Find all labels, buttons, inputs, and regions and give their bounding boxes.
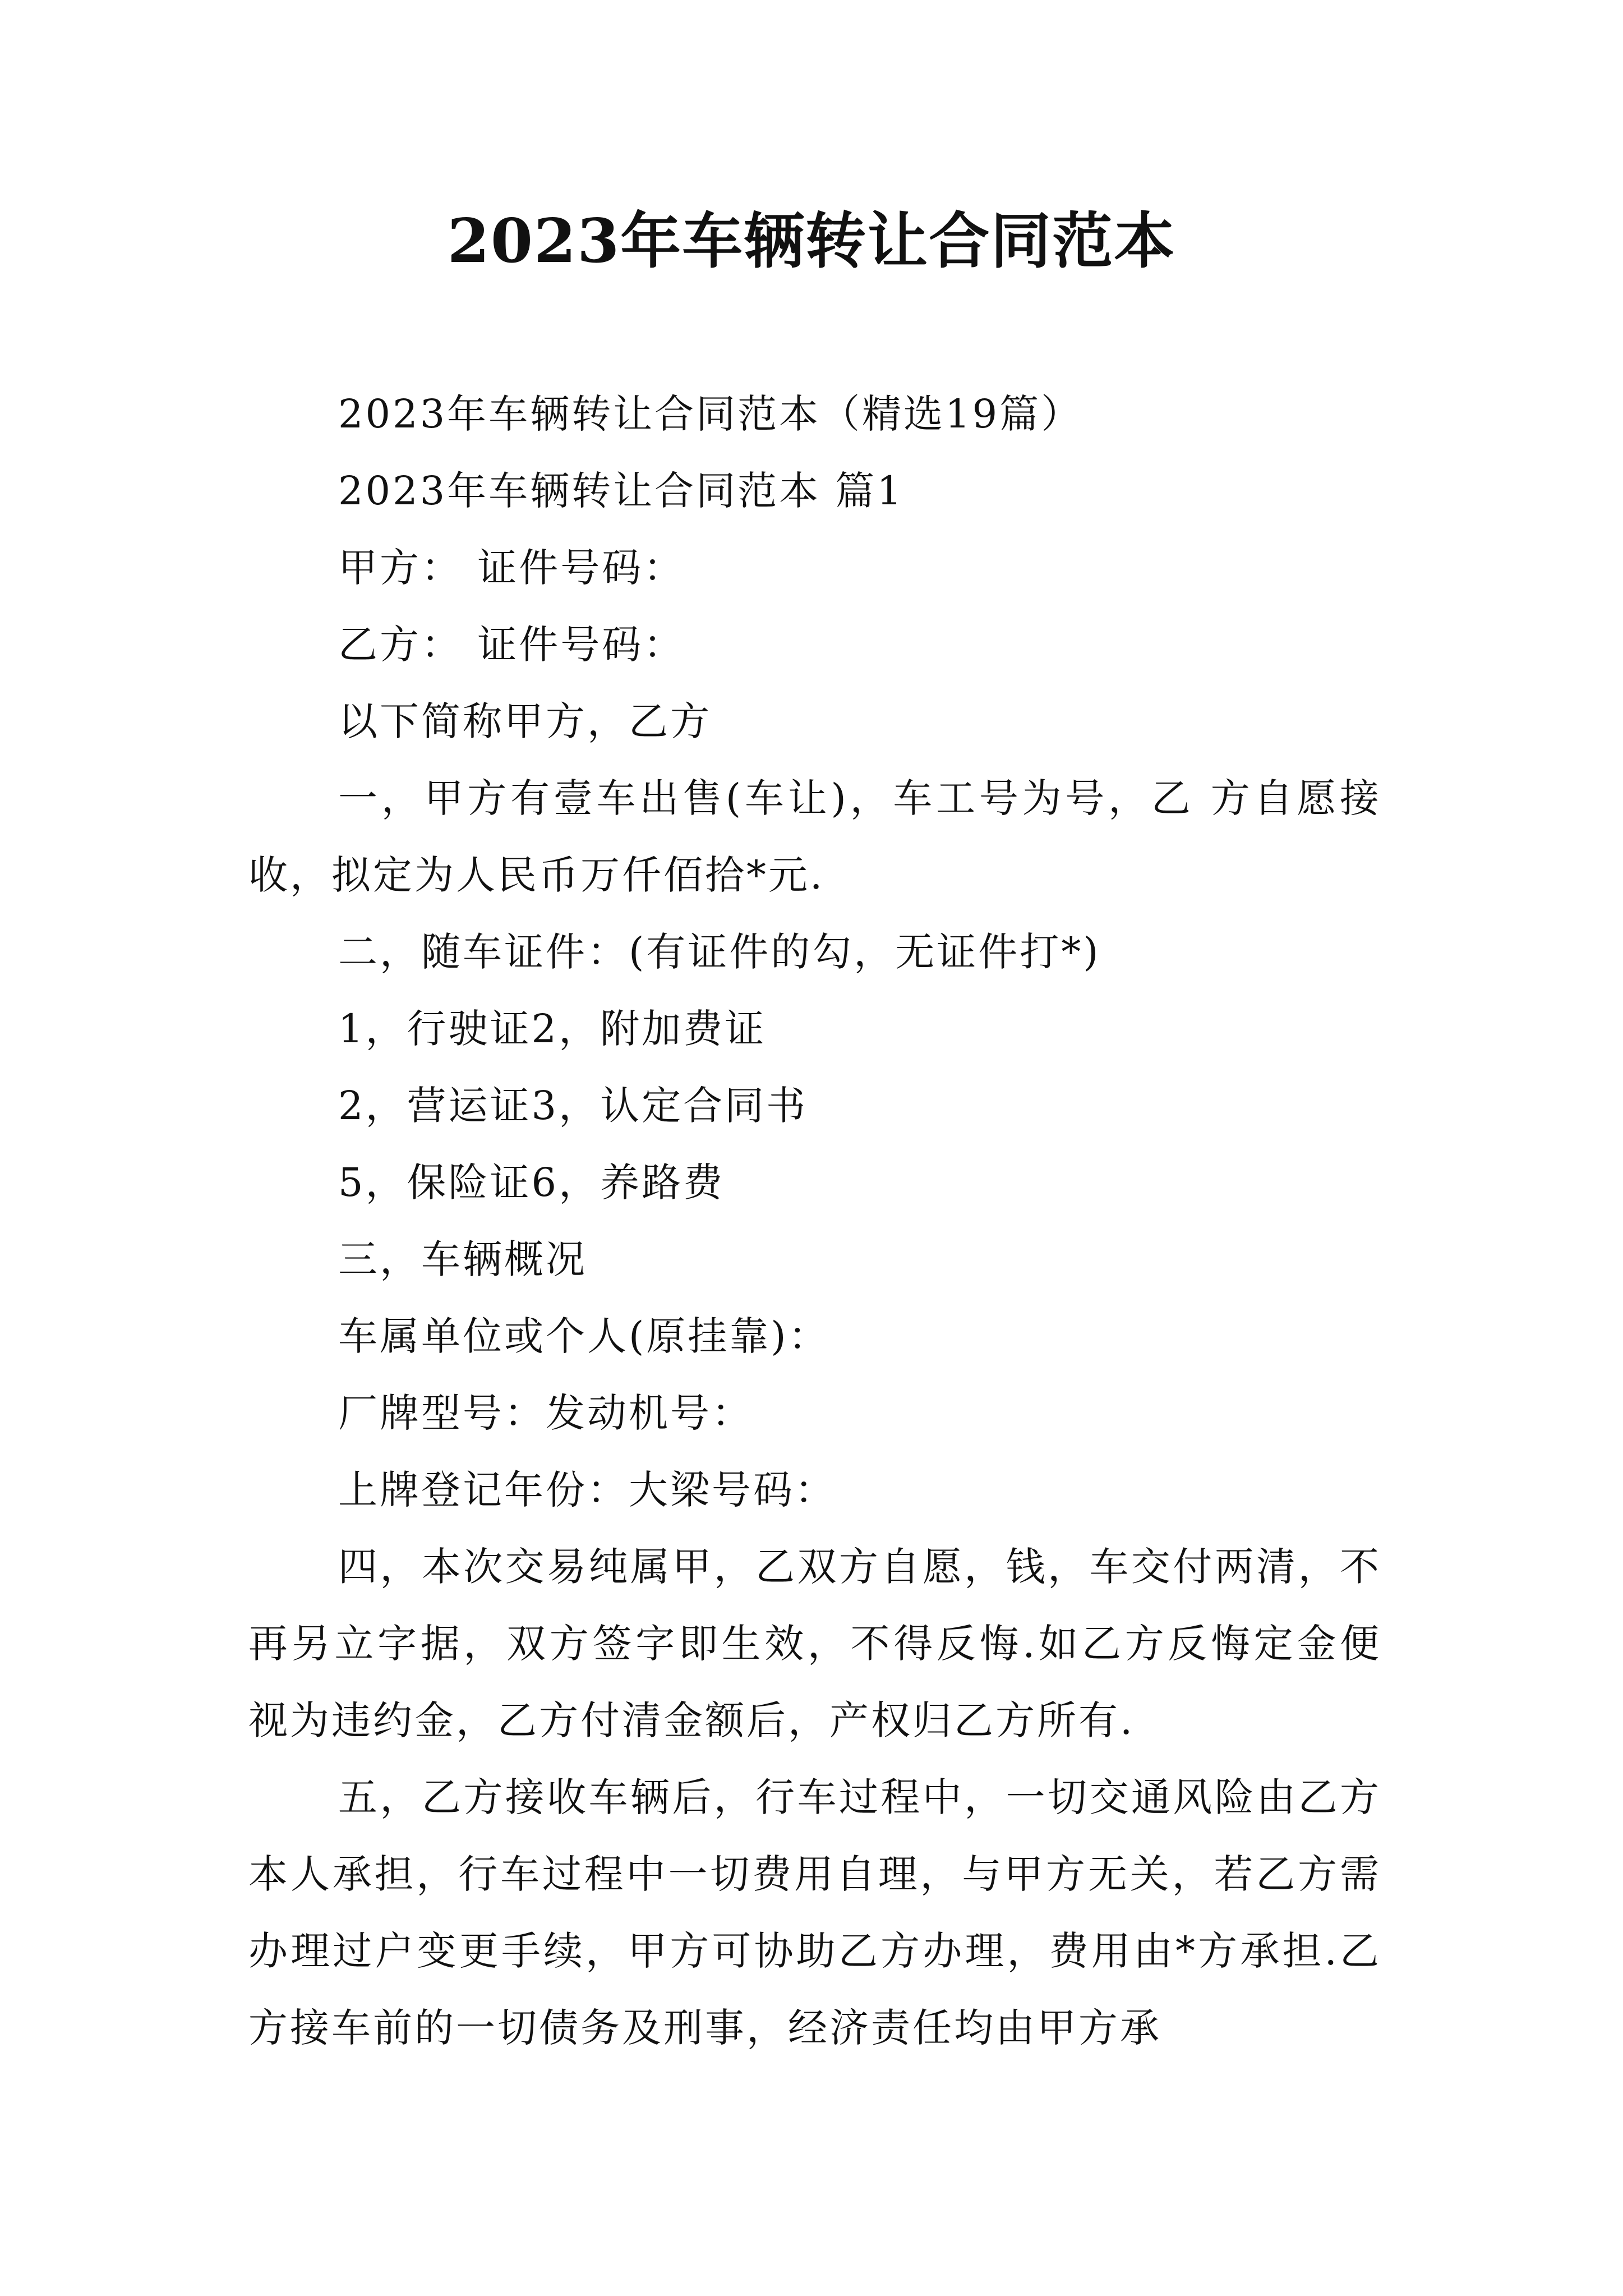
- paragraph-clause-5: 五，乙方接收车辆后，行车过程中，一切交通风险由乙方本人承担，行车过程中一切费用自理，与甲方无关，若乙方需办理过户变更手续，甲方可协助乙方办理，费用由*方承担.乙方接车前的一切债务及刑事，经济责任均由甲方承: [248, 1774, 1381, 2051]
- paragraph-clause-4: 四，本次交易纯属甲，乙双方自愿，钱，车交付两清，不再另立字据，双方签字即生效，不得反悔.如乙方反悔定金便视为违约金，乙方付清金额后，产权归乙方所有.: [248, 1544, 1381, 1743]
- paragraph-vehicle-registration: 上牌登记年份：大梁号码：: [338, 1467, 836, 1513]
- paragraph-abbreviation: 以下简称甲方，乙方: [338, 698, 712, 744]
- paragraph-party-a: 甲方： 证件号码：: [338, 545, 685, 591]
- paragraph-document-list-3: 5，保险证6，养路费: [338, 1159, 725, 1205]
- paragraph-clause-2: 二，随车证件：(有证件的勾，无证件打*): [338, 929, 1101, 975]
- paragraph-party-b: 乙方： 证件号码：: [338, 622, 685, 668]
- paragraph-vehicle-owner: 车属单位或个人(原挂靠)：: [338, 1313, 830, 1359]
- paragraph-subtitle: 2023年车辆转让合同范本（精选19篇）: [338, 391, 1083, 437]
- document-body: [248, 376, 1381, 2067]
- paragraph-clause-1: 一，甲方有壹车出售(车让)，车工号为号，乙 方自愿接收，拟定为人民币万仟佰拾*元.: [248, 775, 1381, 898]
- paragraph-clause-3: 三，车辆概况: [338, 1236, 587, 1282]
- paragraph-document-list-2: 2，营运证3，认定合同书: [338, 1083, 808, 1129]
- paragraph-document-list-1: 1，行驶证2，附加费证: [338, 1006, 767, 1052]
- paragraph-vehicle-model: 厂牌型号：发动机号：: [338, 1390, 753, 1436]
- paragraph-section-heading: 2023年车辆转让合同范本 篇1: [338, 468, 904, 514]
- document-title: 2023年车辆转让合同范本: [447, 206, 1176, 277]
